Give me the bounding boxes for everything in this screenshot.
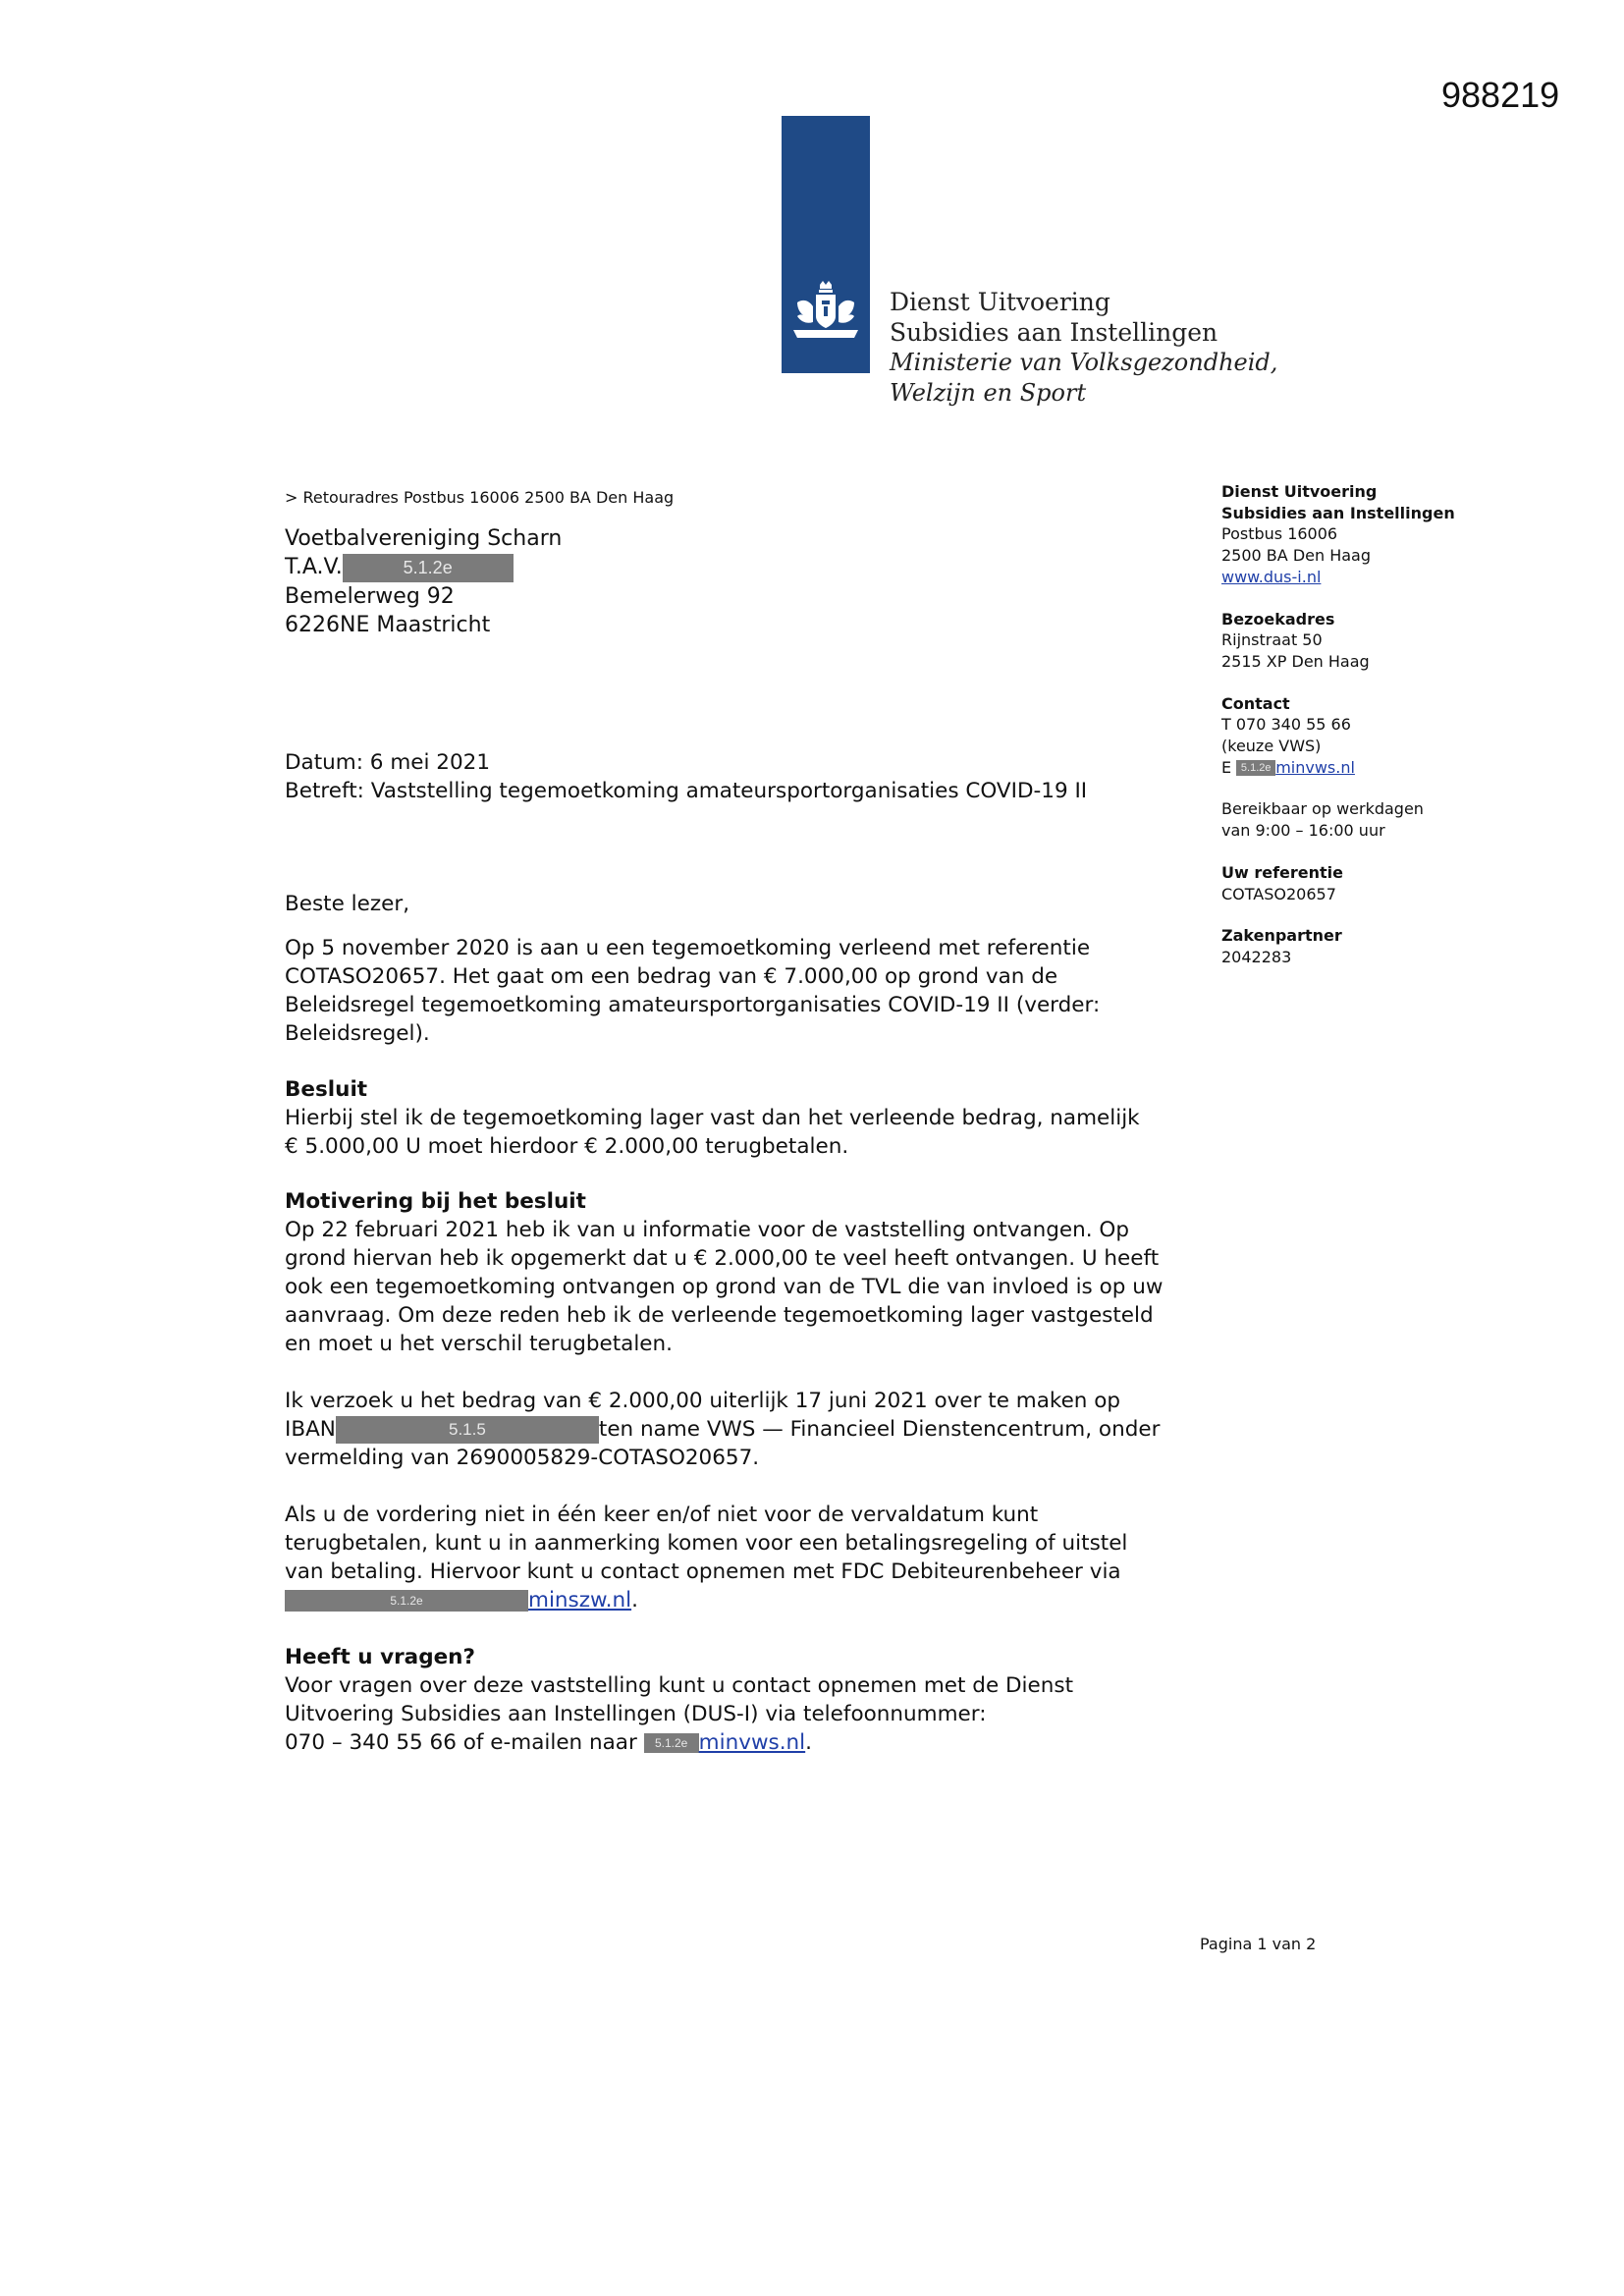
payment-recipient: ten name VWS — Financieel Dienstencentrum, onder [598, 1417, 1161, 1442]
contact-phone: T 070 340 55 66 [1221, 715, 1351, 735]
sidebar-postcode: 2500 BA Den Haag [1221, 546, 1371, 566]
motivering-heading: Motivering bij het besluit [285, 1189, 586, 1214]
vragen-period: . [805, 1730, 813, 1755]
partner-value: 2042283 [1221, 947, 1292, 966]
page-number: Pagina 1 van 2 [1200, 1935, 1317, 1953]
return-address: > Retouradres Postbus 16006 2500 BA Den Haag [285, 488, 675, 507]
payment-line [285, 1415, 1188, 1444]
coat-of-arms-icon [789, 281, 862, 344]
partner-label: Zakenpartner [1221, 926, 1342, 946]
fdc-period: . [631, 1588, 638, 1613]
intro-line: Beleidsregel tegemoetkoming amateursportorganisaties COVID-19 II (verder: [285, 993, 1101, 1017]
payment-line: vermelding van 2690005829-COTASO20657. [285, 1446, 760, 1470]
motivering-line: aanvraag. Om deze reden heb ik de verleende tegemoetkoming lager vastgesteld [285, 1303, 1154, 1328]
org-line-2: Subsidies aan Instellingen [890, 318, 1218, 347]
sidebar-postbus: Postbus 16006 [1221, 524, 1338, 544]
redaction-block: 5.1.2e [644, 1733, 699, 1753]
vragen-email-link[interactable]: minvws.nl [698, 1730, 806, 1755]
org-line-3: Ministerie van Volksgezondheid, [890, 349, 1278, 376]
org-line-1: Dienst Uitvoering [890, 288, 1110, 316]
greeting: Beste lezer, [285, 892, 410, 916]
contact-label: Contact [1221, 693, 1290, 713]
sender-details-column [1221, 481, 1575, 968]
contact-email [1221, 757, 1575, 779]
visit-street: Rijnstraat 50 [1221, 630, 1323, 650]
redaction-block: 5.1.2e [343, 554, 514, 582]
iban-label: IBAN [285, 1417, 336, 1442]
org-line-4: Welzijn en Sport [890, 379, 1087, 407]
fdc-email [285, 1586, 1188, 1614]
email-domain-link[interactable]: minvws.nl [1275, 757, 1355, 777]
recipient-address [285, 524, 562, 639]
hours-line-1: Bereikbaar op werkdagen [1221, 799, 1424, 819]
motivering-line: en moet u het verschil terugbetalen. [285, 1332, 673, 1356]
besluit-line: Hierbij stel ik de tegemoetkoming lager vast dan het verleende bedrag, namelijk [285, 1106, 1140, 1130]
intro-line: COTASO20657. Het gaat om een bedrag van € 7.000,00 op grond van de [285, 964, 1058, 989]
sidebar-org-line1: Dienst Uitvoering [1221, 482, 1378, 501]
motivering-line: ook een tegemoetkoming ontvangen op grond van de TVL die van invloed is op uw [285, 1275, 1164, 1299]
recipient-tav [285, 553, 562, 582]
reference-label: Uw referentie [1221, 862, 1344, 882]
motivering-line: Op 22 februari 2021 heb ik van u informatie voor de vaststelling ontvangen. Op [285, 1218, 1129, 1242]
redaction-block: 5.1.2e [285, 1590, 528, 1612]
regeling-line: van betaling. Hiervoor kunt u contact opnemen met FDC Debiteurenbeheer via [285, 1559, 1121, 1584]
besluit-line: € 5.000,00 U moet hierdoor € 2.000,00 terugbetalen. [285, 1134, 849, 1159]
vragen-line: Voor vragen over deze vaststelling kunt u contact opnemen met de Dienst [285, 1673, 1074, 1698]
website-link[interactable]: www.dus-i.nl [1221, 567, 1322, 586]
visit-address-label: Bezoekadres [1221, 609, 1335, 629]
motivering-line: grond hiervan heb ik opgemerkt dat u € 2.000,00 te veel heeft ontvangen. U heeft [285, 1246, 1160, 1271]
recipient-city: 6226NE Maastricht [285, 612, 491, 637]
regeling-line: Als u de vordering niet in één keer en/of niet voor de vervaldatum kunt [285, 1503, 1039, 1527]
besluit-heading: Besluit [285, 1077, 368, 1102]
vragen-phone: 070 – 340 55 66 of e-mailen naar [285, 1730, 637, 1755]
recipient-name: Voetbalvereniging Scharn [285, 526, 563, 551]
sidebar-org-line2: Subsidies aan Instellingen [1221, 503, 1455, 522]
redaction-block: 5.1.2e [1236, 760, 1275, 776]
reference-value: COTASO20657 [1221, 884, 1336, 903]
recipient-street: Bemelerweg 92 [285, 583, 455, 609]
vragen-line: Uitvoering Subsidies aan Instellingen (DUS-I) via telefoonnummer: [285, 1702, 987, 1726]
letter-subject: Betreft: Vaststelling tegemoetkoming amateursportorganisaties COVID-19 II [285, 779, 1088, 803]
regeling-line: terugbetalen, kunt u in aanmerking komen voor een betalingsregeling of uitstel [285, 1531, 1128, 1556]
vragen-line [285, 1728, 1188, 1757]
redaction-block: 5.1.5 [336, 1416, 599, 1444]
letter-date: Datum: 6 mei 2021 [285, 750, 491, 775]
document-number: 988219 [1441, 75, 1560, 115]
intro-line: Op 5 november 2020 is aan u een tegemoetkoming verleend met referentie [285, 936, 1091, 960]
tav-prefix: T.A.V. [285, 555, 343, 579]
payment-line: Ik verzoek u het bedrag van € 2.000,00 uiterlijk 17 juni 2021 over te maken op [285, 1389, 1121, 1413]
hours-line-2: van 9:00 – 16:00 uur [1221, 821, 1385, 841]
visit-city: 2515 XP Den Haag [1221, 651, 1370, 671]
fdc-email-link[interactable]: minszw.nl [528, 1588, 632, 1613]
letter-body [285, 748, 1188, 1757]
email-prefix: E [1221, 757, 1232, 777]
organisation-name [890, 287, 1277, 409]
intro-line: Beleidsregel). [285, 1021, 430, 1046]
vragen-heading: Heeft u vragen? [285, 1645, 475, 1669]
contact-phone-note: (keuze VWS) [1221, 737, 1322, 756]
